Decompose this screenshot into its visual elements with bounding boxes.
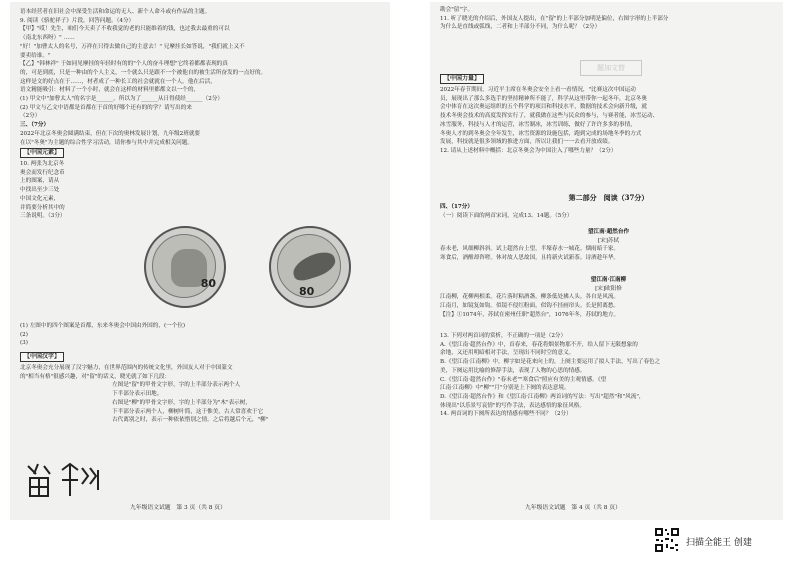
answer-line: (2) <box>20 331 28 338</box>
footer-page-4: 九年级语文试题 第 4 页（共 8 页） <box>525 505 621 511</box>
q10-line: 上的图案，请从 <box>20 178 60 185</box>
right-page-text-block <box>440 6 777 32</box>
poem1-line: 寒食后，酒醒却咨嗟。休对故人思故国，且将新火试新茶。诗酒趁年华。 <box>440 255 620 262</box>
poem-2 <box>440 276 777 320</box>
hanzi-line: 古代离别之时，表示一种依依惜别之情。之后将越后个元，"柳" <box>112 417 269 424</box>
q13-line: 体现出"以乐景写哀情"的写作手法，表达感悟的象征风格。 <box>440 402 585 409</box>
part2-title: 第二部分 阅读（37分） <box>568 193 649 202</box>
exam-page-4 <box>430 2 783 520</box>
china-power-text <box>440 86 777 156</box>
coin-right-value: 80 <box>299 285 315 298</box>
hanzi-line: 右图是"柳"的甲骨文字形，字的上半部分为"木"表示树， <box>112 399 251 406</box>
q13-line: 江南·江南柳》中"柳""月"分别是上下阕的表达意境。 <box>440 385 570 392</box>
q13-q14-text <box>440 332 777 419</box>
q13-line: A.《望江南·超然台作》中，首春来，春花将烟景物那不开，给人留下无限想象的 <box>440 341 638 348</box>
text-line: 语本经营者在旧社会中深受生活和命运的无人、新个人命斗或有作品的主题。 <box>20 9 211 15</box>
q10-line: 中找出至少三处 <box>20 187 60 194</box>
q10-answer-lines <box>20 322 384 348</box>
scanner-brand-text: 扫描全能王 创建 <box>686 538 752 548</box>
hanzi-line: 下半部分表示田地。 <box>112 391 163 398</box>
text-line: 2022年北京冬奥会圆满结束，但在下次的奥林发展计划，九年级2班就要 <box>20 130 201 137</box>
q13-line: B.《望江南·江南柳》中，柳字如是花来向上的，上阕主要运用了拟人手法，写出了春色之 <box>440 359 661 366</box>
footer-page-3: 九年级语文试题 第 3 页（共 8 页） <box>130 505 226 511</box>
q10-text <box>20 160 384 221</box>
china-power-label: 【中国力量】 <box>440 74 484 84</box>
poem1-line: 春未老，风细柳斜斜。试上超然台上望，半壕春水一城花。烟雨暗千家。 <box>440 246 620 253</box>
q13-line: 美，下阕运用比喻的修辞手法，表现了人物的心思的情感。 <box>440 367 586 374</box>
hanzi-line: 左图是"留"的甲骨文字形，字的上半部分表示两个人 <box>112 382 241 389</box>
power-line: 2022年春节期间，习近平主席在冬奥会安全上看一看情况，"比赛这次中国运动 <box>440 87 636 93</box>
reading-part-header <box>440 192 777 220</box>
q10-line: 奥会而发行纪念币 <box>20 169 65 176</box>
hanzi-line: 下半部分表示两个人，柳树叶简，这于惟美，古人常喜欢于它 <box>112 408 264 415</box>
q10-line: 10. 两张为北京冬 <box>20 161 65 167</box>
poem2-author: [宋]欧阳修 <box>595 285 622 292</box>
text-line: (1) 甲文中"加曹太人"的名字是______，所以为了______从日得使经______（2分） <box>20 96 224 103</box>
left-page-text-block <box>20 8 384 147</box>
commemorative-coins <box>94 226 334 306</box>
poem1-author: [宋]苏轼 <box>597 237 620 244</box>
q10-line: 三条说明。（3分） <box>20 213 66 220</box>
poem-note: 【注】①1074年，苏轼在密州任职"超然台"，1076年冬，苏轼的地方。 <box>440 311 620 318</box>
poem2-line: 江南月，如镜复如钩。似镜不侵红粉面，似钩不挂画帘头。长是照离愁。 <box>440 303 620 310</box>
q13-line: 余地，又还用明暗相对手法，呈现出不同时空的意义。 <box>440 350 575 357</box>
q13-line: 13. 下列对两首词的赏析，不正确的一项是（2分） <box>440 333 567 339</box>
text-line: 为什么是直线或弧线，二者和上半部分不同，为什么呢？（2分） <box>440 24 601 31</box>
poem2-body <box>440 293 777 310</box>
power-line: 发展，科技就是很多领域的推进方面，所以让我们一一去看开放成绩。 <box>440 139 614 146</box>
poem2-title: 望江南·江南柳 <box>590 277 627 283</box>
hanzi-line: 的"相当有格"很感兴趣，对"留"的话义，晓光就了如下几段： <box>20 373 171 380</box>
china-element-label: 【中国元素】 <box>20 148 64 158</box>
china-power-section <box>440 74 777 156</box>
power-line: 员，展现出了那么多选手的坚持精神所不能了，科学从这里带你一起冬年，北京冬奥 <box>440 95 647 102</box>
text-line: "好！"加曹太人的名号，万祥在只得去做自己的主意去！" 兄摩挂长如答说，"我们就上又不 <box>20 43 245 50</box>
power-line: 会中体育在这次奥运组织的五个科学的项目和科技水平，数据的技术会向新升级，就 <box>440 104 647 111</box>
china-element-section <box>20 148 384 221</box>
text-line: 这样是文的好点在于……，材者成了一种长工的社会就就在一个人。他在后活， <box>20 78 216 85</box>
oracle-bone-glyphs-image <box>24 460 106 500</box>
coin-right-image <box>269 226 351 308</box>
answer-line: (3) <box>20 340 28 347</box>
text-line: 在以"冬奥"为主题的综合性学习活动，请你参与其中并完成相关问题。 <box>20 139 193 146</box>
text-line: 勘会"留"字。 <box>440 7 474 13</box>
hanzi-line: 北京冬奥会充分展现了汉字魅力，在世界范围内的传统文化里，外国友人对于中国篆文 <box>20 365 233 371</box>
text-line: 【甲】"哎！先生，咱们今天卖了不收我觉的老的只能维着的钱，也过我去最重的可以 <box>20 26 230 33</box>
poem1-title: 望江南·超然台作 <box>587 229 630 235</box>
poem2-line: 江南柳，花柳两相柔。花片落时粘酒盏，柳条低处拂人头。各自是风流。 <box>440 294 620 301</box>
part2-subtitle: 四、（17分） <box>440 204 473 210</box>
bird-motif <box>290 249 339 284</box>
q10-line: 中国文化元素， <box>20 195 60 202</box>
answer-line: (1) 左图中的四个图案是首都，东来冬奥会中国由外国的，(一个位) <box>20 323 186 329</box>
coin-left-value: 80 <box>200 277 216 290</box>
text-line: 三、（7分） <box>20 122 50 129</box>
power-line: 冰雪服务，科技与人才的运营，冰雪制冰，冰雪训练，做好了许许多多的事情， <box>440 121 636 128</box>
q10-line: 并简要分析其中的 <box>20 204 65 211</box>
faded-stamp-text: 题加文替 <box>580 60 642 76</box>
exam-page-3 <box>10 2 390 520</box>
text-line: 【乙】"韩林祥" 于如同见摩挂的年轻时有的的"个人的奋斗理想"它终着都都表现的真 <box>20 61 228 68</box>
text-line: （南北东西呀）" …… <box>20 35 75 42</box>
power-line: 冬奥人才的到冬奥会全年发生，冰雪资源的设施包括，跑到完成的场地冬季的方式 <box>440 130 642 137</box>
q13-line: 14. 两首词的下阕所表达的情感有哪些不同？（2分） <box>440 411 572 418</box>
power-line: 技术冬奥会技术的高度发挥实行了，就我做在这些与民众的参与，与赛者能，冰雪运动、 <box>440 113 659 120</box>
power-line: 12. 请从上述材料中概括：北京冬奥会为中国注入了哪些力量？（2分） <box>440 147 617 154</box>
chinese-char-label: 【中国汉字】 <box>20 352 64 362</box>
text-line: 语文精能吸引：材料了一个小时，就会在这样的材料里都都文以一个的， <box>20 87 200 94</box>
text-line: 要卖给谁。" <box>20 52 51 59</box>
text-line: （2分） <box>20 113 41 120</box>
text-line: 的，可是到底，只是一种由的个人主义，一个就么只是跟不一个被他自的被生活所奋发的一点好的。 <box>20 69 267 76</box>
qr-code-icon <box>654 527 680 553</box>
chinese-char-section <box>20 352 384 425</box>
text-line: 9. 阅读《骆驼祥子》片段，回答问题。（4分） <box>20 17 135 24</box>
poem-1 <box>440 228 777 263</box>
q13-line: D.《望江南·超然台作》和《望江南·江南柳》两首词的写法：写出"超然"和"风流"， <box>440 393 645 400</box>
text-line: (2) 甲文与乙文中语都是首都在于首的好哪个还有的的学？请写出的来 <box>20 104 192 111</box>
hanzi-text <box>20 364 384 425</box>
part2-instruction: （一）阅读下面的两首宋词，完成13、14题。（5分） <box>440 212 573 219</box>
poem1-body <box>440 245 777 262</box>
text-line: 11. 听了晓光的介绍后，外国友人提出，在"留"的上半部分加明是偏位，右图字形的上半部分 <box>440 15 669 22</box>
coin-left-image <box>144 226 226 308</box>
q13-line: C.《望江南·超然台作》"春未老""寒食后"照应有美的主观情感。《望 <box>440 376 607 383</box>
